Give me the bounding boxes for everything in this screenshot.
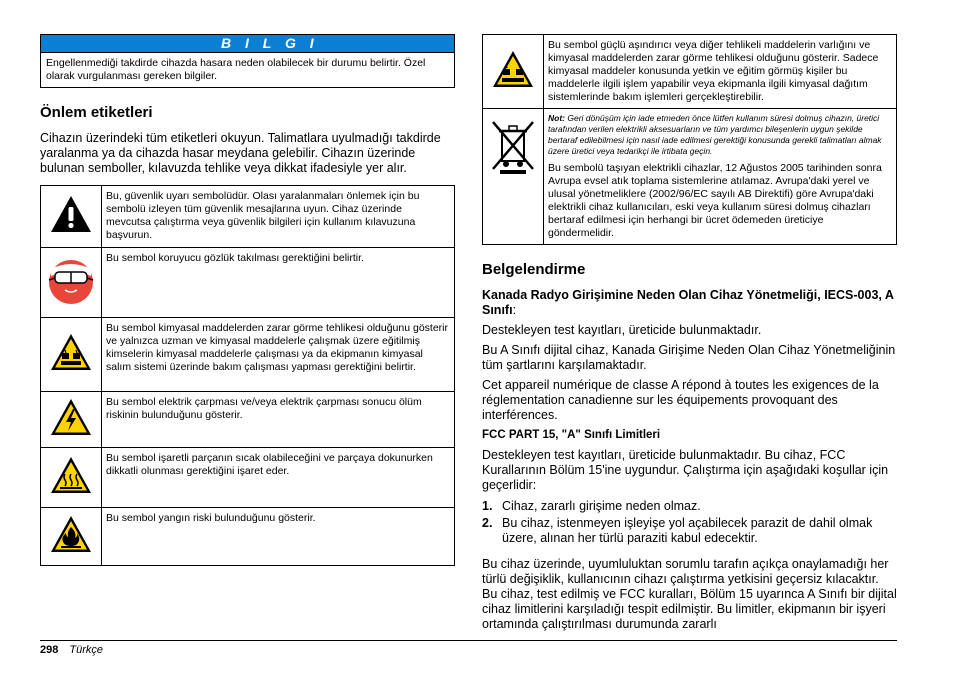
weee-note-label: Not: [548,113,565,123]
canada-heading [482,288,897,318]
general-warning-icon [49,194,93,234]
info-note-box [40,34,455,88]
symbol-row [41,318,455,392]
canada-paragraph-1: Destekleyen test kayıtları, üreticide bulunmaktadır. [482,323,762,337]
weee-note [548,113,891,157]
canada-paragraph-french: Cet appareil numérique de classe A répond à toutes les exigences de la réglementation canadienne sur les équipements provoquant des interférences. [482,378,879,422]
list-item-number: 2. [482,516,493,530]
right-column [482,34,897,632]
symbol-row [41,248,455,318]
symbol-description: Bu sembol yangın riski bulunduğunu gösterir. [102,508,455,566]
symbol-row [41,508,455,566]
list-item-text: Bu cihaz, istenmeyen işleyişe yol açabilecek parazit de dahil olmak üzere, alınan her türlü paraziti kabul edecektir. [502,516,873,545]
hot-surface-icon [49,455,93,495]
symbol-description: Bu sembol işaretli parçanın sıcak olabileceğini ve parçaya dokunurken dikkatli olunması gerektiğini işaret eder. [102,448,455,508]
symbol-row [483,109,897,245]
weee-description: Bu sembolü taşıyan elektrikli cihazlar, 12 Ağustos 2005 tarihinden sonra Avrupa evsel atık toplama sistemlerine atılamaz. Avrupa'daki yerel ve ulusal yönetmeliklere (2002/96/EC sayılı AB Direktifi) göre Avrupa'daki elektrikli cihaz kullanıcıları, eski veya kullanım süresi dolmuş cihazları bertaraf edilmesi için herhangi bir ücret ödemeden üreticiye göndermelidir. [548,162,882,239]
symbol-description: Bu sembol kimyasal maddelerden zarar görme tehlikesi olduğunu gösterir ve yalnızca uzman ve kimyasal maddelerle çalışmak üzere eğitilmiş kimselerin kimyasal maddelerle çalışması ya da ekipmanın kimyasal salım sistemi üzerinde bakım çalışması yapması gerektiğini belirtir. [102,318,455,392]
symbol-icon-cell [41,318,102,392]
list-item-number: 1. [482,499,493,513]
labels-section-title: Önlem etiketleri [40,104,153,121]
symbol-description: Bu sembol koruyucu gözlük takılması gerektiğini belirtir. [102,248,455,318]
symbol-icon-cell [41,448,102,508]
symbol-description: Bu, güvenlik uyarı sembolüdür. Olası yaralanmaları önlemek için bu sembolü izleyen tüm güvenlik mesajlarına uyun. Cihaz üzerinde mevcutsa çalıştırma veya güvenlik bilgileri için kullanım kılavuzuna başvurun. [102,186,455,248]
symbol-table-right [482,34,897,245]
info-note-header: B I L G I [41,35,454,53]
footer-language: Türkçe [69,644,104,656]
weee-note-text: Geri dönüşüm için iade etmeden önce lütfen kullanım süresi dolmuş cihazın, üretici tarafından verilen elektrikli aksesuarların ve tüm yardımcı bileşenlerin uygun şekilde bertaraf edilebilmesi için nasıl iade edilmesi gerektiği konusunda gerekli talimatları almak üzere üretici veya tedarikçi ile irtibata geçin. [548,113,882,156]
electric-shock-icon [49,397,93,437]
symbol-table-left [40,185,455,566]
symbol-icon-cell [41,186,102,248]
left-column [40,34,455,566]
corrosive-hazard-icon [491,49,535,89]
certification-title: Belgelendirme [482,261,586,278]
symbol-icon-cell [41,508,102,566]
symbol-row [41,186,455,248]
fcc-paragraph-2: Bu cihaz üzerinde, uyumluluktan sorumlu tarafın açıkça onaylamadığı her türlü değişiklik, kullanıcının cihazı çalıştırma yetkisini geçersiz kılacaktır. Bu cihaz, test edilmiş ve FCC kuralları, Bölüm 15 uyarınca A Sınıfı bir dijital cihaz limitlerini karşıladığı tespit edilmiştir. Bu limitler, ekipmanın bir işyeri ortamında çalıştırılması durumunda zararlı [482,557,897,631]
canada-paragraph-2: Bu A Sınıfı dijital cihaz, Kanada Girişime Neden Olan Cihaz Yönetmeliğinin tüm şartlarını karşılamaktadır. [482,343,896,372]
symbol-description-cell [544,109,897,245]
symbol-icon-cell [41,392,102,448]
page-number: 298 [40,644,59,656]
page-footer [40,644,103,656]
footer-divider [40,640,897,641]
symbol-row [483,35,897,109]
list-item [482,516,897,546]
labels-section-intro: Cihazın üzerindeki tüm etiketleri okuyun. Talimatlara uyulmadığı takdirde yaralanma ya da cihazda hasar meydana gelebilir. Cihazın üzerinde bulunan semboller, kılavuzda tehlike veya dikkat ifadesiyle yer alır. [40,131,441,175]
eye-protection-icon [47,254,95,306]
fcc-paragraph: Destekleyen test kayıtları, üreticide bulunmaktadır. Bu cihaz, FCC Kurallarının Bölüm 15'ine uygundur. Çalıştırma için aşağıdaki koşullar için geçerlidir: [482,448,889,492]
symbol-row [41,392,455,448]
info-note-text: Engellenmediği takdirde cihazda hasara neden olabilecek bir durumu belirtir. Özel olarak vurgulanması gereken bilgiler. [46,57,426,82]
list-item-text: Cihaz, zararlı girişime neden olmaz. [502,499,701,513]
fcc-heading: FCC PART 15, "A" Sınıfı Limitleri [482,429,661,441]
fcc-conditions-list [482,499,897,546]
chemical-hazard-icon [49,332,93,372]
list-item [482,499,897,514]
canada-heading-text: Kanada Radyo Girişimine Neden Olan Cihaz Yönetmeliği, IECS-003, A Sınıfı [482,288,894,317]
canada-heading-colon: : [512,303,517,317]
symbol-icon-cell [41,248,102,318]
weee-crossed-bin-icon [490,119,536,175]
symbol-description: Bu sembol güçlü aşındırıcı veya diğer tehlikeli maddelerin varlığını ve kimyasal maddelerden zarar görme tehlikesi olduğunu gösterir. Sadece kimyasal maddeler konusunda yetkin ve eğitim görmüş kişiler bu maddelerle ilgili işlem yapabilir veya ekipmanla ilgili kimyasal dağıtım sistemlerinde bakım işlemleri gerçekleştirebilir. [544,35,897,109]
symbol-icon-cell [483,109,544,245]
fire-hazard-icon [49,514,93,554]
symbol-row [41,448,455,508]
symbol-icon-cell [483,35,544,109]
symbol-description: Bu sembol elektrik çarpması ve/veya elektrik çarpması sonucu ölüm riskinin bulunduğunu gösterir. [102,392,455,448]
